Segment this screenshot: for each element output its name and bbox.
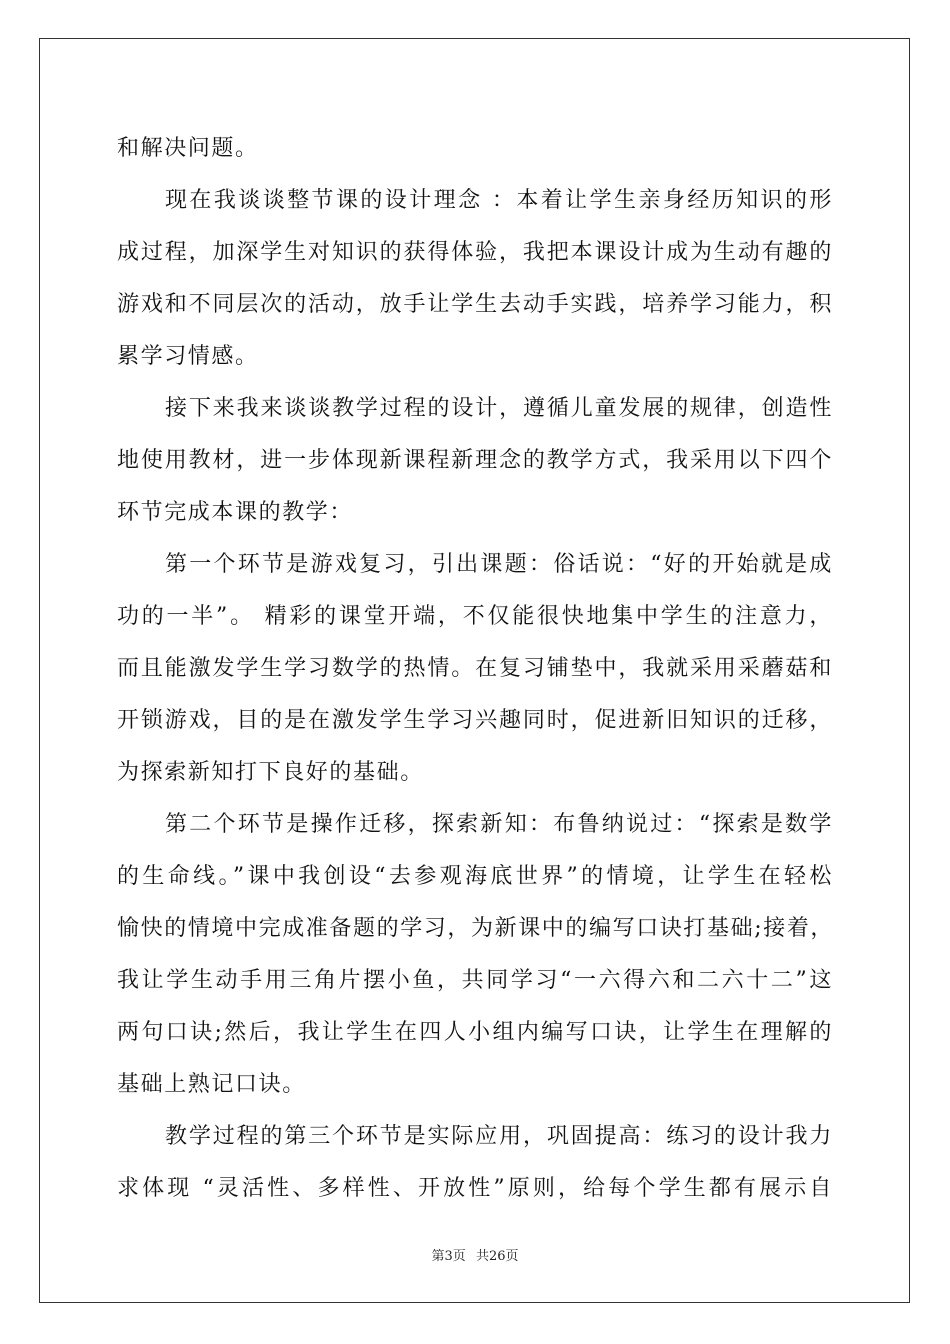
text-line: 和解决问题。	[117, 136, 259, 161]
text-line: 两句口诀;然后，我让学生在四人小组内编写口诀，让学生在理解的	[117, 1020, 833, 1045]
text-line: 累学习情感。	[117, 344, 259, 369]
page-footer	[0, 1245, 950, 1264]
paragraph-line: 教学过程的第三个环节是实际应用，巩固提高：练习的设计我力	[165, 1124, 833, 1149]
page-number: 第3页	[431, 1249, 466, 1264]
paragraph-line: 第一个环节是游戏复习，引出课题：俗话说：“好的开始就是成	[165, 552, 833, 577]
paragraph-line: 接下来我来谈谈教学过程的设计，遵循儿童发展的规律，创造性	[165, 396, 833, 421]
text-line: 而且能激发学生学习数学的热情。在复习铺垫中，我就采用采蘑菇和	[117, 656, 833, 681]
text-line: 求体现 “灵活性、多样性、开放性”原则，给每个学生都有展示自	[117, 1176, 833, 1201]
text-line: 成过程，加深学生对知识的获得体验，我把本课设计成为生动有趣的	[117, 240, 833, 265]
document-body	[117, 123, 833, 1215]
text-line: 环节完成本课的教学：	[117, 500, 354, 525]
text-line: 开锁游戏，目的是在激发学生学习兴趣同时，促进新旧知识的迁移，	[117, 708, 833, 733]
text-line: 地使用教材，进一步体现新课程新理念的教学方式，我采用以下四个	[117, 448, 833, 473]
text-line: 愉快的情境中完成准备题的学习，为新课中的编写口诀打基础;接着，	[117, 916, 835, 941]
text-line: 基础上熟记口诀。	[117, 1072, 306, 1097]
paragraph-line: 现在我谈谈整节课的设计理念 ：本着让学生亲身经历知识的形	[165, 188, 833, 213]
text-line: 为探索新知打下良好的基础。	[117, 760, 424, 785]
paragraph-line: 第二个环节是操作迁移，探索新知：布鲁纳说过：“探索是数学	[165, 812, 833, 837]
text-line: 游戏和不同层次的活动，放手让学生去动手实践，培养学习能力，积	[117, 292, 833, 317]
text-line: 功的一半”。 精彩的课堂开端，不仅能很快地集中学生的注意力，	[117, 604, 833, 629]
text-line: 我让学生动手用三角片摆小鱼，共同学习“一六得六和二六十二”这	[117, 968, 833, 993]
text-line: 的生命线。”课中我创设“去参观海底世界”的情境，让学生在轻松	[117, 864, 833, 889]
page-total: 共26页	[475, 1249, 519, 1264]
